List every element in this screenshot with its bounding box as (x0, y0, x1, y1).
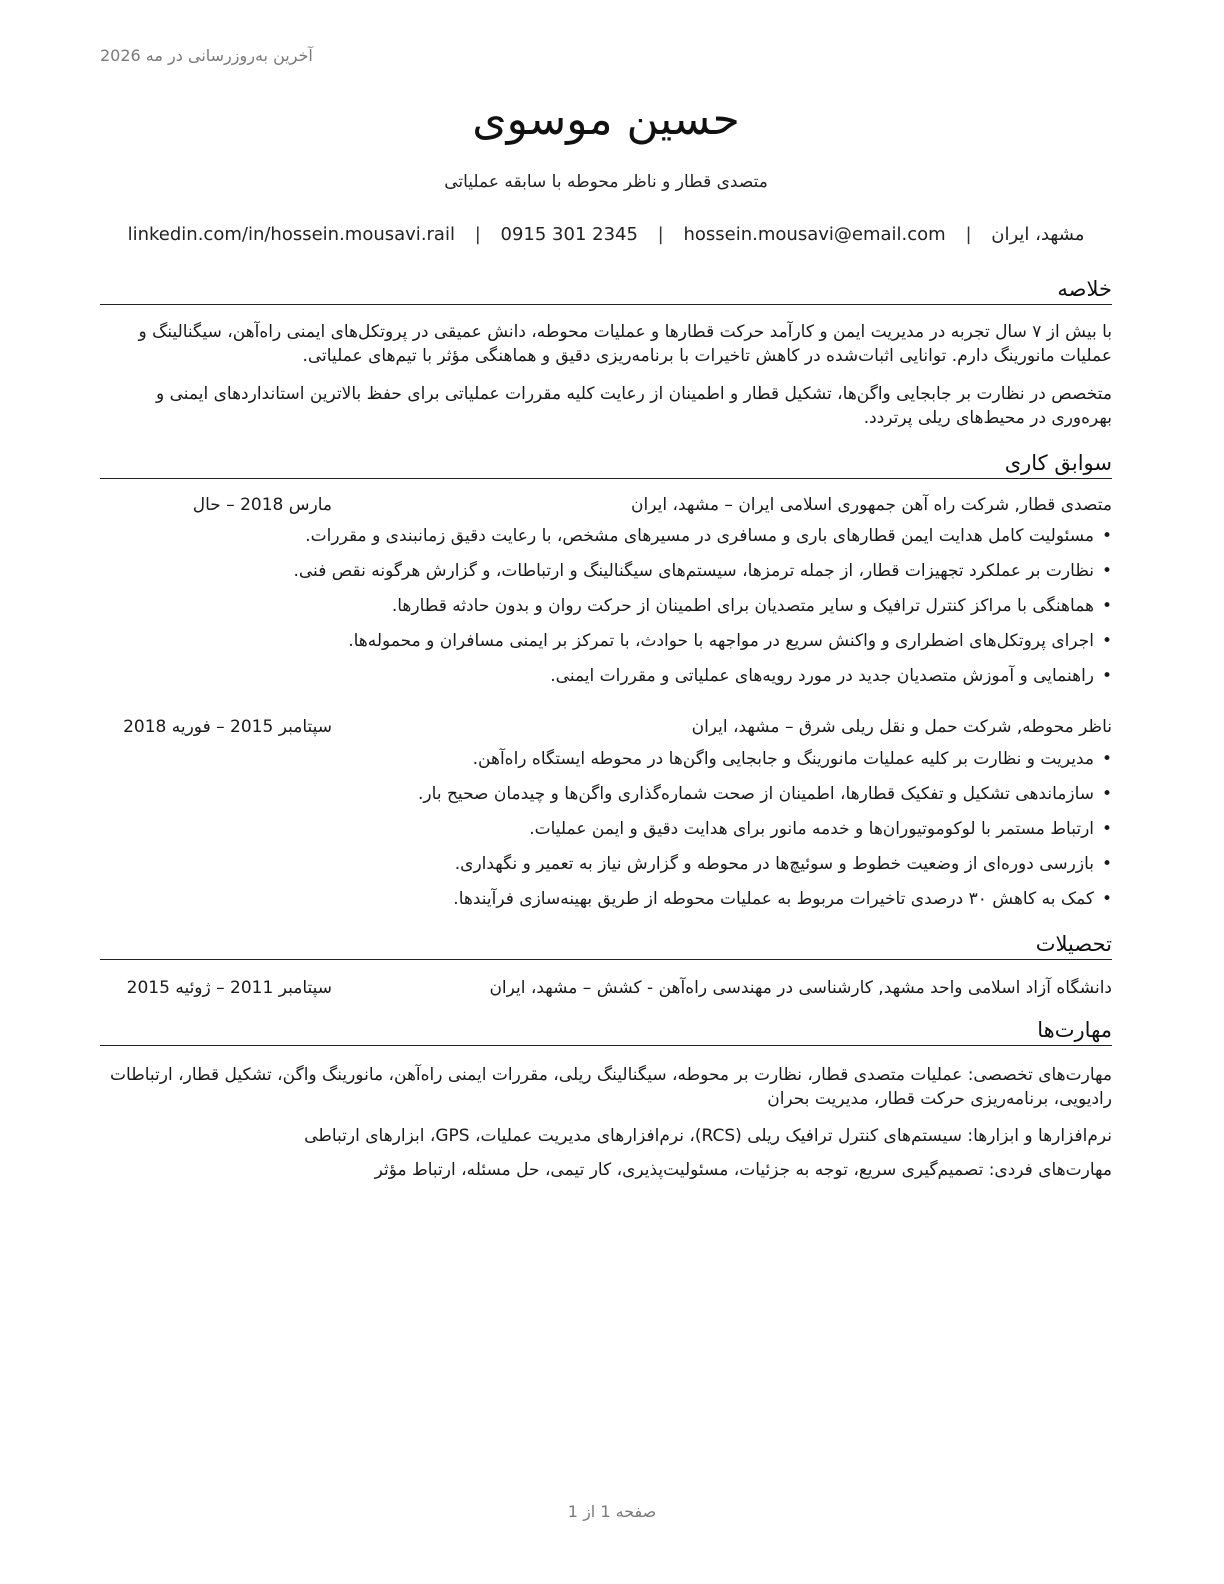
resume-page (100, 0, 1112, 1584)
summary-paragraph-1: با بیش از ۷ سال تجربه در مدیریت ایمن و کارآمد حرکت قطارها و عملیات محوطه، دانش عمیقی در پروتکل‌های ایمنی راه‌آهن، سیگنالینگ و عملیات مانورینگ دارم. توانایی اثبات‌شده در کاهش تاخیرات با برنامه‌ریزی دقیق و هماهنگی مؤثر با تیم‌های عملیاتی. (138, 322, 1112, 366)
contact-location: مشهد، ایران (991, 224, 1085, 245)
section-title-experience: سوابق کاری (100, 450, 1112, 479)
list-item: •بازرسی دوره‌ای از وضعیت خطوط و سوئیچ‌ها در محوطه و گزارش نیاز به تعمیر و نگهداری. (454, 854, 1112, 874)
contact-separator: | (657, 224, 664, 245)
section-title-skills: مهارت‌ها (100, 1017, 1112, 1046)
candidate-name: حسین موسوی (472, 94, 740, 145)
contact-line (100, 224, 1112, 245)
education-entry (100, 976, 1112, 1000)
job-heading: ناظر محوطه, شرکت حمل و نقل ریلی شرق – مشهد، ایران (691, 717, 1112, 737)
section-title-education: تحصیلات (100, 931, 1112, 960)
page-number: صفحه 1 از 1 (567, 1502, 657, 1521)
contact-separator: | (965, 224, 972, 245)
education-dates: سپتامبر 2011 – ژوئیه 2015 (126, 978, 332, 998)
job-header (100, 493, 1112, 517)
list-item: •راهنمایی و آموزش متصدیان جدید در مورد رویه‌های عملیاتی و مقررات ایمنی. (550, 666, 1112, 686)
last-updated: آخرین به‌روزرسانی در مه 2026 (100, 46, 313, 65)
list-item: •مسئولیت کامل هدایت ایمن قطارهای باری و مسافری در مسیرهای مشخص، با رعایت دقیق زمانبندی و مقررات. (305, 526, 1112, 546)
skills-line-personal: مهارت‌های فردی: تصمیم‌گیری سریع، توجه به جزئیات، مسئولیت‌پذیری، کار تیمی، حل مسئله، ارتباط مؤثر (374, 1160, 1112, 1180)
summary-paragraph-2: متخصص در نظارت بر جابجایی واگن‌ها، تشکیل قطار و اطمینان از رعایت کلیه مقررات عملیاتی برای حفظ بالاترین استانداردهای ایمنی و بهره‌وری در محیط‌های ریلی پرتردد. (156, 384, 1112, 428)
list-item: •اجرای پروتکل‌های اضطراری و واکنش سریع در مواجهه با حوادث، با تمرکز بر ایمنی مسافران و محموله‌ها. (348, 631, 1112, 651)
list-item: •هماهنگی با مراکز کنترل ترافیک و سایر متصدیان برای اطمینان از حرکت روان و بدون حادثه قطارها. (391, 596, 1112, 616)
skills-line-software: نرم‌افزارها و ابزارها: سیستم‌های کنترل ترافیک ریلی (RCS)، نرم‌افزارهای مدیریت عملیات، GPS، ابزارهای ارتباطی (304, 1126, 1112, 1146)
list-item: •نظارت بر عملکرد تجهیزات قطار، از جمله ترمزها، سیستم‌های سیگنالینگ و ارتباطات، و گزارش هرگونه نقص فنی. (293, 561, 1112, 581)
contact-separator: | (474, 224, 481, 245)
job-bullets (100, 747, 1112, 922)
list-item: •کمک به کاهش ۳۰ درصدی تاخیرات مربوط به عملیات محوطه از طریق بهینه‌سازی فرآیندها. (453, 889, 1112, 909)
job-header (100, 715, 1112, 739)
contact-email[interactable]: hossein.mousavi@email.com (683, 224, 946, 245)
skills-line-technical: مهارت‌های تخصصی: عملیات متصدی قطار، نظارت بر محوطه، سیگنالینگ ریلی، مقررات ایمنی راه‌آهن، مانورینگ واگن، تشکیل قطار، ارتباطات رادیویی، برنامه‌ریزی حرکت قطار، مدیریت بحران (110, 1065, 1112, 1109)
contact-phone: 0915 301 2345 (500, 224, 638, 245)
job-dates: سپتامبر 2015 – فوریه 2018 (123, 717, 332, 737)
section-title-summary: خلاصه (100, 276, 1112, 305)
list-item: •ارتباط مستمر با لوکوموتیوران‌ها و خدمه مانور برای هدایت دقیق و ایمن عملیات. (529, 819, 1112, 839)
education-heading: دانشگاه آزاد اسلامی واحد مشهد, کارشناسی در مهندسی راه‌آهن - کشش – مشهد، ایران (489, 978, 1112, 998)
list-item: •مدیریت و نظارت بر کلیه عملیات مانورینگ و جابجایی واگن‌ها در محوطه ایستگاه راه‌آهن. (472, 749, 1112, 769)
job-bullets (100, 524, 1112, 699)
job-dates: مارس 2018 – حال (192, 495, 332, 515)
list-item: •سازماندهی تشکیل و تفکیک قطارها، اطمینان از صحت شماره‌گذاری واگن‌ها و چیدمان صحیح بار. (418, 784, 1112, 804)
contact-linkedin[interactable]: linkedin.com/in/hossein.mousavi.rail (127, 224, 455, 245)
candidate-title: متصدی قطار و ناظر محوطه با سابقه عملیاتی (444, 172, 768, 192)
job-heading: متصدی قطار, شرکت راه آهن جمهوری اسلامی ایران – مشهد، ایران (631, 495, 1112, 515)
